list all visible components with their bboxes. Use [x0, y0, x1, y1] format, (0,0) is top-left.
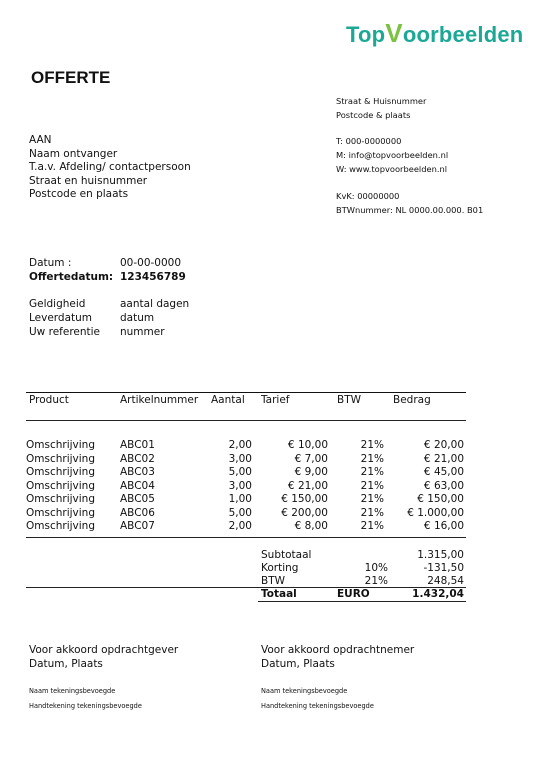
meta-validity-value: aantal dagen — [120, 298, 190, 310]
cell-bedrag: € 21,00 — [423, 452, 464, 465]
table-row — [26, 439, 466, 453]
line-items-table — [26, 439, 466, 534]
table-top-rule — [26, 392, 466, 393]
cell-tarief: € 150,00 — [281, 493, 328, 505]
meta-delivery-value: datum — [120, 312, 155, 324]
cell-tarief: € 10,00 — [287, 439, 328, 451]
recipient-name: Naam ontvanger — [29, 147, 118, 160]
total-label: Totaal — [261, 588, 297, 600]
cell-bedrag: € 45,00 — [423, 466, 464, 478]
company-postcode: Postcode & plaats — [336, 110, 411, 120]
meta-delivery-label: Leverdatum — [29, 312, 93, 324]
company-phone: T: 000-0000000 — [336, 136, 402, 146]
cell-aantal: 2,00 — [228, 520, 252, 532]
meta-reference-value: nummer — [120, 326, 165, 338]
cell-aantal: 3,00 — [228, 452, 252, 465]
cell-artikel: ABC03 — [120, 466, 155, 478]
logo-text-top: Top — [346, 22, 386, 47]
cell-bedrag: € 150,00 — [417, 493, 464, 505]
cell-product: Omschrijving — [26, 452, 95, 465]
header-artikel: Artikelnummer — [120, 394, 199, 406]
cell-product: Omschrijving — [26, 520, 95, 532]
discount-label: Korting — [261, 562, 299, 574]
cell-btw: 21% — [360, 479, 384, 492]
cell-artikel: ABC06 — [120, 506, 155, 519]
table-row — [26, 466, 466, 480]
cell-btw: 21% — [360, 506, 384, 519]
total-value: 1.432,04 — [412, 588, 464, 600]
recipient-postcode: Postcode en plaats — [29, 188, 129, 200]
meta-offerdate-value: 123456789 — [120, 271, 186, 283]
company-address — [336, 94, 426, 122]
sign-right-title: Voor akkoord opdrachtnemer — [261, 644, 415, 656]
header-aantal: Aantal — [211, 394, 245, 406]
header-bottom-rule — [26, 420, 466, 421]
table-row — [26, 480, 466, 494]
meta-reference-label: Uw referentie — [29, 326, 101, 338]
sign-left-title: Voor akkoord opdrachtgever — [29, 644, 179, 656]
cell-btw: 21% — [360, 466, 384, 478]
cell-tarief: € 7,00 — [294, 452, 328, 465]
recipient-block — [29, 134, 191, 202]
cell-artikel: ABC02 — [120, 452, 155, 465]
cell-artikel: ABC04 — [120, 479, 155, 492]
sign-right-name: Naam tekeningsbevoegde — [261, 687, 348, 695]
header-bedrag: Bedrag — [393, 394, 431, 406]
sign-right-place: Datum, Plaats — [261, 658, 335, 670]
cell-tarief: € 200,00 — [281, 506, 328, 519]
cell-artikel: ABC07 — [120, 520, 155, 532]
header-product: Product — [29, 394, 69, 406]
cell-btw: 21% — [360, 452, 384, 465]
sign-left-place: Datum, Plaats — [29, 658, 103, 670]
sign-right-signature: Handtekening tekeningsbevoegde — [261, 702, 374, 710]
cell-product: Omschrijving — [26, 493, 95, 505]
subtotal-value: 1.315,00 — [417, 549, 464, 561]
table-row — [26, 520, 466, 534]
recipient-street: Straat en huisnummer — [29, 174, 148, 187]
cell-product: Omschrijving — [26, 439, 95, 451]
vat-percent: 21% — [364, 575, 388, 587]
cell-bedrag: € 63,00 — [423, 479, 464, 492]
cell-tarief: € 9,00 — [294, 466, 328, 478]
total-bottom-rule — [258, 601, 466, 602]
subtotal-label: Subtotaal — [261, 549, 312, 561]
discount-percent: 10% — [364, 562, 388, 574]
company-btw: BTWnummer: NL 0000.00.000. B01 — [336, 205, 484, 215]
cell-aantal: 5,00 — [228, 466, 252, 478]
meta-offerdate-label: Offertedatum: — [29, 271, 114, 283]
cell-artikel: ABC01 — [120, 439, 155, 451]
meta-date-value: 00-00-0000 — [120, 257, 182, 269]
cell-btw: 21% — [360, 520, 384, 532]
total-currency: EURO — [337, 588, 370, 600]
table-row — [26, 493, 466, 507]
header-tarief: Tarief — [261, 394, 290, 406]
sign-left-name: Naam tekeningsbevoegde — [29, 687, 116, 695]
discount-value: -131,50 — [423, 562, 464, 574]
vat-value: 248,54 — [427, 575, 464, 587]
vat-label: BTW — [261, 575, 285, 587]
company-kvk: KvK: 00000000 — [336, 191, 400, 201]
company-web: W: www.topvoorbeelden.nl — [336, 164, 448, 174]
cell-aantal: 2,00 — [228, 439, 252, 451]
company-contact — [336, 134, 448, 176]
cell-product: Omschrijving — [26, 479, 95, 492]
meta-date-label: Datum : — [29, 257, 72, 269]
header-btw: BTW — [337, 394, 361, 406]
cell-aantal: 3,00 — [228, 479, 252, 492]
meta-validity-label: Geldigheid — [29, 298, 86, 310]
cell-product: Omschrijving — [26, 466, 95, 478]
recipient-heading: AAN — [29, 134, 52, 146]
cell-btw: 21% — [360, 493, 384, 505]
table-row — [26, 453, 466, 467]
cell-aantal: 1,00 — [228, 493, 252, 505]
sign-left-signature: Handtekening tekeningsbevoegde — [29, 702, 142, 710]
recipient-attention: T.a.v. Afdeling/ contactpersoon — [29, 161, 191, 173]
cell-aantal: 5,00 — [228, 506, 252, 519]
cell-artikel: ABC05 — [120, 493, 155, 505]
cell-btw: 21% — [360, 439, 384, 451]
cell-bedrag: € 16,00 — [423, 520, 464, 532]
company-street: Straat & Huisnummer — [336, 96, 427, 106]
cell-tarief: € 21,00 — [287, 479, 328, 492]
cell-bedrag: € 1.000,00 — [407, 506, 464, 519]
cell-product: Omschrijving — [26, 506, 95, 519]
company-registration — [336, 189, 483, 217]
company-email: M: info@topvoorbeelden.nl — [336, 150, 449, 160]
cell-tarief: € 8,00 — [294, 520, 328, 532]
logo-v-mark: V — [385, 18, 403, 48]
logo-text-rest: oorbeelden — [402, 22, 524, 47]
items-bottom-rule — [26, 537, 466, 538]
brand-logo — [346, 18, 523, 49]
document-title: OFFERTE — [31, 68, 111, 87]
table-row — [26, 507, 466, 521]
cell-bedrag: € 20,00 — [423, 439, 464, 451]
